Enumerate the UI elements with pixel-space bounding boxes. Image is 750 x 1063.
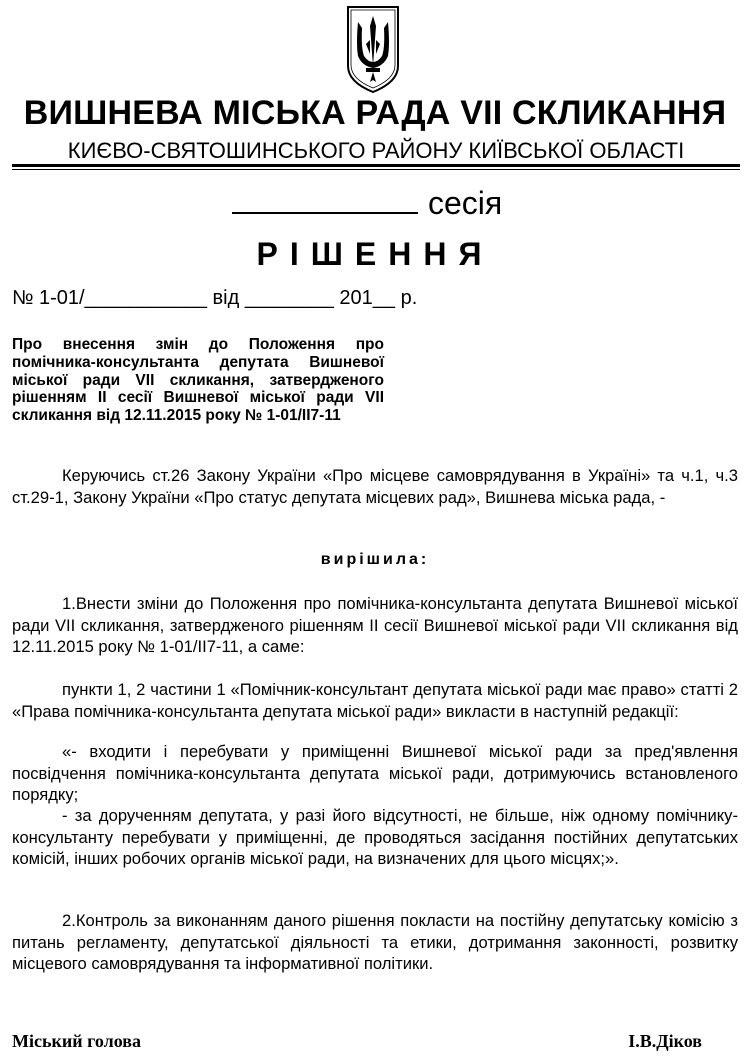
- signature-title: Міський голова: [12, 1031, 141, 1051]
- item-1-intro-paragraph: пункти 1, 2 частини 1 «Помічник-консультант депутата міської ради має право» статті 2 «Права помічника-консультанта депутата міської ради» викласти в наступній редакції:: [12, 680, 738, 721]
- date-label: від: [212, 287, 240, 309]
- item-1-paragraph: 1.Внести зміни до Положення про помічника-консультанта депутата Вишневої міської ради VII скликання, затвердженого рішенням ІІ сесії Вишневої міської ради VII скликання від 12.11.2015 року № 1-01/ІІ7-11, а саме:: [12, 594, 738, 656]
- district-name: КИЄВО-СВЯТОШИНСЬКОГО РАЙОНУ КИЇВСЬКОЇ ОБЛАСТІ: [67, 138, 685, 163]
- year-blank: __: [372, 287, 396, 309]
- year-suffix: р.: [400, 287, 418, 309]
- council-name: ВИШНЕВА МІСЬКА РАДА VII СКЛИКАННЯ: [23, 94, 727, 132]
- signature-name: І.В.Діков: [628, 1031, 702, 1051]
- number-line: [12, 287, 417, 310]
- preamble-paragraph: Керуючись ст.26 Закону України «Про місцеве самоврядування в Україні» та ч.1, ч.3 ст.29-1, Закону України «Про статус депутата місцевих рад», Вишнева міська рада, -: [12, 466, 738, 507]
- year-prefix: 201: [339, 287, 373, 309]
- session-label: сесія: [428, 185, 503, 221]
- item-1-quote-2: - за дорученням депутата, у разі його відсутності, не більше, ніж одному помічнику-консультанту перебувати у приміщенні, де проводяться засідання постійних депутатських комісій, інших робочих органів міської ради, на визначених для цього місцях;».: [12, 806, 738, 868]
- number-prefix: № 1-01/: [12, 287, 85, 309]
- session-line: [232, 182, 502, 222]
- trident-emblem-icon: [344, 4, 402, 94]
- resolved-label: вирішила:: [320, 551, 430, 568]
- date-blank: ________: [244, 287, 334, 309]
- header-rule-thick: [12, 164, 740, 167]
- document-type: РІШЕННЯ: [256, 236, 494, 272]
- number-blank: ___________: [84, 287, 207, 309]
- item-1-quote-1: «- входити і перебувати у приміщенні Вишневої міської ради за пред'явлення посвідчення помічника-консультанта депутата міської ради, дотримуючись встановленого порядку;: [12, 742, 738, 804]
- header-rule-thin: [12, 169, 740, 170]
- decision-subject: Про внесення змін до Положення про помічника-консультанта депутата Вишневої міської ради VII скликання, затвердженого рішенням ІІ сесії Вишневої міської ради VII скликання від 12.11.2015 року № 1-01/ІІ7-11: [12, 336, 384, 425]
- item-2-paragraph: 2.Контроль за виконанням даного рішення покласти на постійну депутатську комісію з питань регламенту, депутатської діяльності та етики, дотримання законності, розвитку місцевого самоврядування та інформативної політики.: [12, 911, 738, 973]
- session-blank: [232, 182, 418, 214]
